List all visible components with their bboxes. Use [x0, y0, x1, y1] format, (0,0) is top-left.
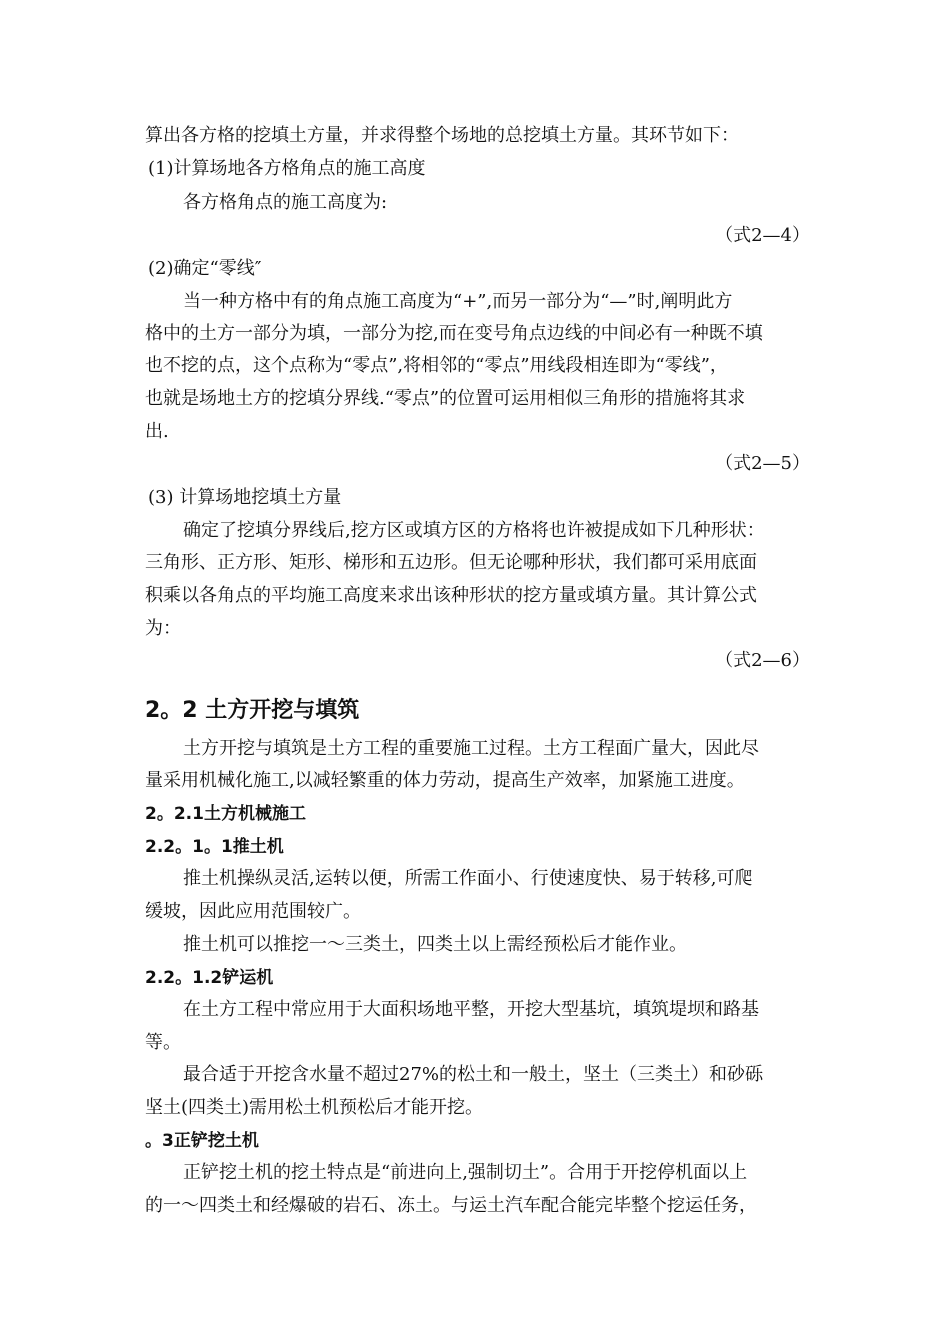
section-heading-2-2: 2。2 土方开挖与填筑: [145, 698, 360, 723]
front-shovel-paragraph-line: 的一～四类土和经爆破的岩石、冻土。与运土汽车配合能完毕整个挖运任务，: [145, 1195, 757, 1216]
step1-title: (1)计算场地各方格角点的施工高度: [148, 158, 426, 179]
equation-label-2-4: （式2—4）: [715, 225, 810, 246]
subheading-front-shovel: 。3正铲挖土机: [145, 1131, 259, 1151]
step2-paragraph-line: 也就是场地土方的挖填分界线.“零点”的位置可运用相似三角形的措施将其求: [145, 388, 746, 409]
equation-label-2-6: （式2—6）: [715, 650, 810, 671]
step3-paragraph-line: 三角形、正方形、矩形、梯形和五边形。但无论哪种形状，我们都可采用底面: [145, 552, 757, 573]
step3-paragraph-line: 确定了挖填分界线后,挖方区或填方区的方格将也许被提成如下几种形状：: [183, 520, 765, 541]
bulldozer-paragraph-line: 缓坡，因此应用范围较广。: [145, 901, 361, 922]
step3-paragraph-line: 积乘以各角点的平均施工高度来求出该种形状的挖方量或填方量。其计算公式: [145, 585, 757, 606]
scraper-paragraph-line: 等。: [145, 1032, 181, 1053]
step2-paragraph-line: 也不挖的点，这个点称为“零点”,将相邻的“零点”用线段相连即为“零线”，: [145, 355, 728, 376]
step2-paragraph-line: 格中的土方一部分为填，一部分为挖,而在变号角点边线的中间必有一种既不填: [145, 323, 763, 344]
subheading-scraper: 2.2。1.2铲运机: [145, 968, 274, 988]
subheading-bulldozer: 2.2。1。1推土机: [145, 837, 284, 857]
equation-label-2-5: （式2—5）: [715, 453, 810, 474]
section-paragraph-line: 量采用机械化施工,以减轻繁重的体力劳动，提高生产效率，加紧施工进度。: [145, 770, 745, 791]
bulldozer-paragraph-line: 推土机可以推挖一～三类土，四类土以上需经预松后才能作业。: [183, 934, 687, 955]
step2-paragraph-line: 当一种方格中有的角点施工高度为“+”,而另一部分为“—”时,阐明此方: [183, 291, 733, 312]
step2-title: (2)确定“零线″: [148, 258, 262, 279]
subheading-earthwork-machinery: 2。2.1土方机械施工: [145, 804, 306, 824]
scraper-paragraph-line: 坚土(四类土)需用松土机预松后才能开挖。: [145, 1097, 484, 1118]
section-paragraph-line: 土方开挖与填筑是土方工程的重要施工过程。土方工程面广量大，因此尽: [183, 738, 759, 759]
step3-title: (3) 计算场地挖填土方量: [148, 487, 342, 508]
front-shovel-paragraph-line: 正铲挖土机的挖土特点是“前进向上,强制切土”。合用于开挖停机面以上: [183, 1162, 748, 1183]
bulldozer-paragraph-line: 推土机操纵灵活,运转以便，所需工作面小、行使速度快、易于转移,可爬: [183, 868, 753, 889]
scraper-paragraph-line: 在土方工程中常应用于大面积场地平整，开挖大型基坑，填筑堤坝和路基: [183, 999, 759, 1020]
step2-paragraph-line: 出.: [145, 421, 169, 442]
intro-text: 算出各方格的挖填土方量，并求得整个场地的总挖填土方量。其环节如下：: [145, 125, 739, 146]
step3-paragraph-line: 为：: [145, 618, 181, 639]
scraper-paragraph-line: 最合适于开挖含水量不超过27%的松土和一般土，坚土（三类土）和砂砾: [183, 1064, 764, 1085]
step1-text: 各方格角点的施工高度为:: [183, 192, 388, 213]
